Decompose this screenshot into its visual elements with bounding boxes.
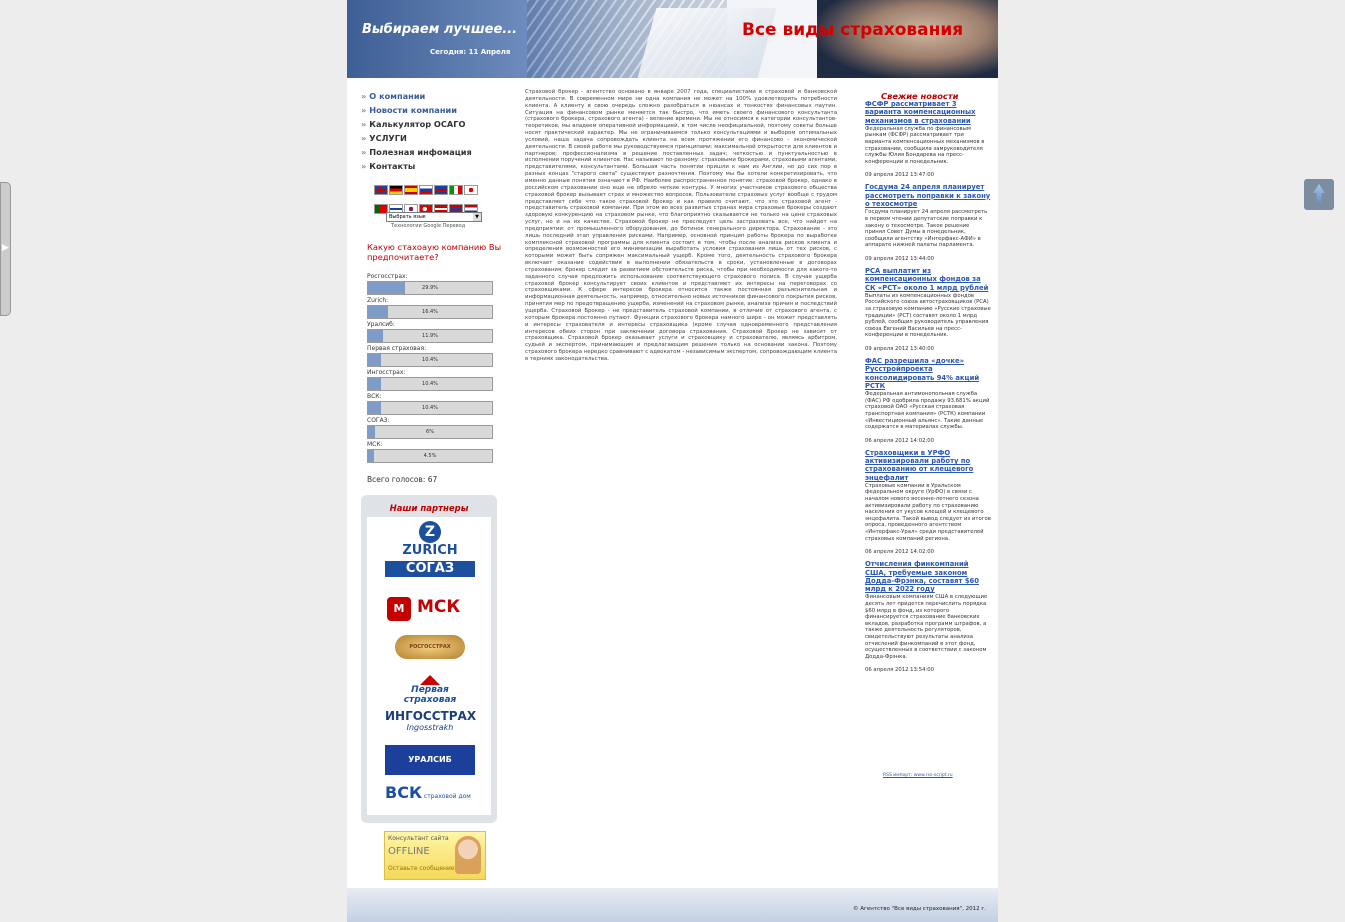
consultant-status: OFFLINE <box>388 846 430 857</box>
poll-bar <box>367 401 493 415</box>
consultant-avatar <box>455 836 481 874</box>
poll-item-label: ВСК: <box>367 393 382 400</box>
poll-item-label: Zurich: <box>367 297 389 304</box>
partner-logo-zurich[interactable]: Z ZURICH <box>385 521 475 558</box>
poll-item <box>367 369 493 393</box>
partner-logo-uralsib[interactable]: УРАЛСИБ <box>385 745 475 775</box>
menu-item-contacts[interactable]: » Контакты <box>361 161 416 171</box>
poll-item <box>367 393 493 417</box>
consultant-widget[interactable] <box>384 831 486 880</box>
news-headline-link[interactable]: Отчисления финкомпаний США, требуемые законом Додда-Фрэнка, составят $60 млрд к 2022 году <box>865 560 980 594</box>
news-body: Госдума планирует 24 апреля рассмотреть в первом чтении депутатские поправки к закону о техосмотре. Такое решение принял Совет Думы в понедельник, сообщили агентству «Интерфакс-АФИ» в аппарате нижней палаты парламента. <box>865 209 988 249</box>
poll-item-label: Первая страховая: <box>367 345 427 352</box>
article-text: Страховой брокер - агентство основано в январе 2007 года, специалистами в страховой и банковской деятельности. В современном мире ни одна компания не может на 100% удовлетворить потребности клиента. А клиенту в свою очередь сложно разобраться в нюансах и тонкостях финансовых паутин. Ситуация на финансовом рынке меняется так быстро, что иметь своего финансового консультанта (страхового брокера, страхового агента) - веление времени. Мы не относимся к категории консультантов-теоретиков, мы владеем оперативной информацией, в том числе неофициальной, поэтому советы больше носят практический характер. Мы не ограничиваемся только консультациями и выбором оптимальных условий, наша задача сопровождать клиента на всем протяжении его финансово - экономической деятельности. В своей работе мы руководствуемся принципами: максимальной открытости для клиентов и партнеров; профессионализма в решение поставленных задач; четкостью и пунктуальностью в исполнении поручений клиентов. Нас называют по-разному: страховыми брокерами, страховыми агентами, представителями, консультантами. Большая часть понятии пришли к нам из Англии, но до сих пор в разных концах "старого света" существуют разночтения. Поэтому мы бы хотели конкретизировать, что именно данные понятия означают в РФ. Наиболее распространенное понятие: страховой брокер, однако в российском страховании оно еще не обрело четкие контуры. У многих участников страхового общества страховой брокер вызывает страх и множество вопросов. Пользователи страховых услуг вообще с трудом представляет себе что такое страховой брокер и как правило считают, что это страховой агент - представитель страховой компании. При этом во всех развитых странах мира страховые брокеры создают здоровую конкуренцию на страховом рынке, что благоприятно сказывается не только на цене страховых услуг, но и на их качестве. Страховой брокер не преследует цель застраховать все, что найдет на предприятии: от промышленного оборудования, до ботинок генерального директора. Страхование - это лишь последний этап управления рисками. Например, основной принцип работы брокера по выработке комплексной страховой программы для клиента состоит в том, чтобы после анализа рисков клиента и определения возможностей его минимизации выработать условия страхования лишь от тех рисков, с которыми может быть сопряжен максимальный ущерб. Кроме того, деятельность страхового брокера включает оказание содействия в выполнении обязательств в сроки, установленные в договорах страхования; брокер следит за развитием обстоятельств риска, чтобы при необходимости для какого-то заданного случая предложить использование соответствующего страхового полиса. В случае ущерба страховой брокер консультирует своих клиентов и представляет их интересы на переговорах со страховщиками. К сфере интересов брокера относится также постоянная разъяснительная и информационная деятельность, например, относительно новых источников финансового покрытия рисков, принятия мер по предотвращению ущерба, изменений на страховом рынке, анализа причин и последствий ущерба. Страховой Брокер - не представитель страховой компании, в отличие от страхового агента, с которым брокера постоянно путают. Функции страхового брокера намного шире - он может представлять и интересы страхователя и интересы страховщика (кроме случая одновременного представления интересов обеих сторон при заключении договора страхования. Страховой Брокер не зависит от страховщика. Страховой брокер оказывает услуги и страховщику и страхователю, являясь арбитром, судьей и экспертом, принимающим и предлагающим решения только на основании закона. Поэтому страхового брокера нередко сравнивают с адвокатом - независимым экспертом, сопровождающим клиента в терниях законодательства. <box>525 89 837 362</box>
news-item <box>865 357 991 444</box>
news-body: Федеральная служба по финансовым рынкам (ФСФР) рассматривает три варианта компенсационных механизмов в страховании, сообщила замруководителя службы Юлия Бондарева на пресс-конференции в понедельник. <box>865 125 985 165</box>
news-body: Финансовым компаниям США в следующие десять лет придется перечислить порядка $60 млрд в фонд, из которого финансируется страхование банковских вкладов, разработка программ штрафов, а также деятельность регуляторов, свидетельствуют результаты анализа отчислений финкомпаний в этот фонд, осуществленных в соответствии с законом Додда-Фрэнка. <box>865 594 988 660</box>
side-panel-tab[interactable] <box>0 182 11 316</box>
menu-item-useful-info[interactable]: » Полезная инфомация <box>361 147 472 157</box>
google-translate-credit: Технологии Google Перевод <box>391 223 466 229</box>
chevron-down-icon: ▼ <box>473 213 481 221</box>
consultant-leave-message[interactable]: Оставьте сообщение <box>388 865 455 872</box>
language-select[interactable]: Выбрать язык ▼ <box>386 212 482 222</box>
poll-total-votes: Всего голосов: 67 <box>367 475 438 484</box>
poll-bar-percent: 29.9% <box>422 285 438 291</box>
poll-bar <box>367 305 493 319</box>
main-menu <box>361 90 472 174</box>
menu-item-osago-calculator[interactable]: » Калькулятор ОСАГО <box>361 119 466 129</box>
partners-box <box>361 495 497 823</box>
news-headline-link[interactable]: РСА выплатит из компенсационных фондов за СК «РСТ» около 1 млрд рублей <box>865 266 989 292</box>
poll-bar <box>367 281 493 295</box>
poll-bar-percent: 11.9% <box>422 333 438 339</box>
header-document-image <box>638 8 777 78</box>
poll-item <box>367 345 493 369</box>
flag-de-icon[interactable] <box>389 185 403 195</box>
news-date: 06 апреля 2012 13:54:00 <box>865 667 934 674</box>
flag-es-icon[interactable] <box>404 185 418 195</box>
poll-bar-percent: 16.4% <box>422 309 438 315</box>
poll-bar <box>367 425 493 439</box>
news-date: 09 апреля 2012 13:44:00 <box>865 255 934 262</box>
partner-logo-ingosstrakh[interactable]: ИНГОССТРАХ Ingosstrakh <box>385 709 477 732</box>
arrow-up-icon <box>1313 184 1325 204</box>
news-date: 09 апреля 2012 13:47:00 <box>865 172 934 179</box>
partner-logo-vsk[interactable]: ВСК страховой дом <box>385 783 471 802</box>
today-date: Сегодня: 11 Апреля <box>430 48 511 56</box>
news-date: 06 апреля 2012 14:02:00 <box>865 437 934 444</box>
partners-title: Наши партнеры <box>389 504 469 514</box>
rss-link[interactable]: RSS импорт: www.rss-script.ru <box>883 773 953 778</box>
poll-bar <box>367 353 493 367</box>
poll-item <box>367 273 493 297</box>
poll-item <box>367 321 493 345</box>
partner-logo-sogaz[interactable]: СОГАЗ <box>385 561 475 577</box>
poll-item-label: МСК: <box>367 441 383 448</box>
partner-logo-msk[interactable]: M МСК <box>385 595 475 623</box>
poll-item <box>367 297 493 321</box>
flag-it-icon[interactable] <box>449 185 463 195</box>
news-item <box>865 449 991 556</box>
news-headline-link[interactable]: Страховщики в УРФО активизировали работу по страхованию от клещевого энцефалит <box>865 448 974 482</box>
news-date: 06 апреля 2012 14:02:00 <box>865 549 934 556</box>
poll-bar-percent: 4.5% <box>423 453 437 459</box>
header-tagline: Выбираем лучшее... <box>362 22 518 37</box>
copyright: © Агентство "Все виды страхования", 2012 г. <box>852 906 986 912</box>
footer <box>347 888 998 922</box>
poll-item <box>367 417 493 441</box>
poll-item-label: Ингосстрах: <box>367 369 406 376</box>
chevron-right-icon: ▶ <box>2 243 9 253</box>
flag-jp-icon[interactable] <box>464 185 478 195</box>
poll-item-label: Росгосстрах: <box>367 273 408 280</box>
scroll-to-top-button[interactable] <box>1304 179 1334 210</box>
partner-logo-rosgosstrakh[interactable]: РОСГОССТРАХ <box>385 635 475 663</box>
poll-bar-percent: 10.4% <box>422 357 438 363</box>
poll-bar-percent: 10.4% <box>422 381 438 387</box>
menu-item-about[interactable]: » О компании <box>361 91 426 101</box>
news-item <box>865 100 991 178</box>
menu-item-services[interactable]: » УСЛУГИ <box>361 133 407 143</box>
consultant-label: Консультант сайта <box>388 835 449 842</box>
partners-logos <box>367 517 491 815</box>
news-title: Свежие новости <box>881 91 959 101</box>
news-item <box>865 560 991 673</box>
news-body: Федеральная антимонопольная служба (ФАС) РФ одобрила продажу 93,681% акций страховой ОАО «Русская страховая транспортная компания» (РСТК) компании «Инвестиционный альянс». Такие данные содержатся в материалах службы. <box>865 391 990 431</box>
flag-gb-icon[interactable] <box>374 185 388 195</box>
flag-ru-icon[interactable] <box>419 185 433 195</box>
poll-bar <box>367 377 493 391</box>
poll-item <box>367 441 493 465</box>
news-headline-link[interactable]: ФАС разрешила «дочке» Русстройпроекта консолидировать 94% акций РСТК <box>865 356 980 390</box>
poll-question: Какую стахоаую компанию Вы предпочитаете? <box>367 242 502 262</box>
site-title: Все виды страхования <box>742 20 964 40</box>
poll-results <box>367 273 493 465</box>
poll-bar-percent: 6% <box>426 429 434 435</box>
news-list <box>865 100 991 678</box>
poll-item-label: Уралсиб: <box>367 321 395 328</box>
poll-bar <box>367 329 493 343</box>
poll-bar <box>367 449 493 463</box>
menu-item-news[interactable]: » Новости компании <box>361 105 457 115</box>
header-banner <box>347 0 998 78</box>
poll-bar-percent: 10.4% <box>422 405 438 411</box>
news-headline-link[interactable]: ФСФР рассматривает 3 варианта компенсационных механизмов в страховании <box>865 100 976 125</box>
flag-is-icon[interactable] <box>434 185 448 195</box>
poll-item-label: СОГАЗ: <box>367 417 390 424</box>
news-body: Страховые компании в Уральском федеральном округе (УрФО) в связи с началом нового весенне-летнего сезона активизировали работу по страхованию населения от укусов клещей и клещевого энцефалита. Такой вывод следует из итогов опроса, проведенного агентством «Интерфакс-Урал» среди представителей страховых компаний региона. <box>865 482 991 542</box>
news-headline-link[interactable]: Госдума 24 апреля планирует рассмотреть поправки к закону о техосмотре <box>865 183 991 209</box>
page <box>347 0 998 922</box>
news-date: 09 апреля 2012 13:40:00 <box>865 345 934 352</box>
news-body: Выплаты из компенсационных фондов Российского союза автостраховщиков (РСА) за страховую компанию «Русские страховые традиции» (РСТ) составят около 1 млрд рублей, сообщил руководитель управления союза Евгений Васильев на пресс-конференции в понедельник. <box>865 292 991 339</box>
news-item <box>865 267 991 352</box>
news-item <box>865 183 991 261</box>
partner-logo-pervaya[interactable]: Первая страховая <box>385 675 475 705</box>
